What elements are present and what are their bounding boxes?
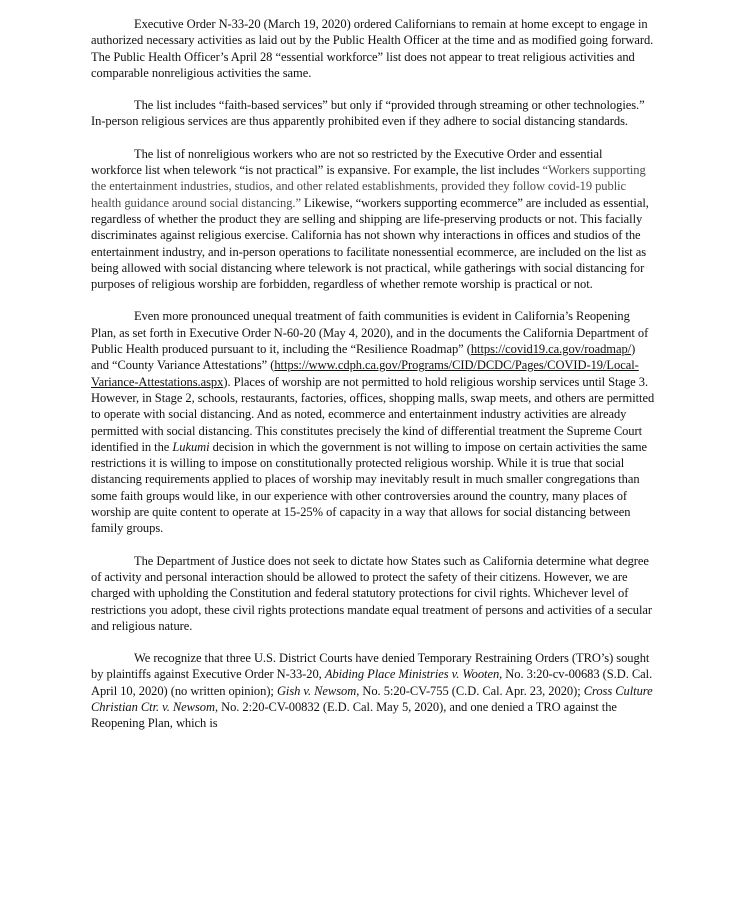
paragraph-district-courts: [91, 650, 655, 731]
paragraph-reopening-plan: [91, 308, 655, 536]
paragraph-nonreligious-workers: [91, 146, 655, 293]
resilience-roadmap-link[interactable]: https://covid19.ca.gov/roadmap/: [470, 342, 632, 357]
text-span: , No. 2:20-CV-00832 (E.D. Cal. May 5, 2020), and one denied a TRO against the Reopening Plan, which is: [91, 699, 617, 731]
case-citation: Abiding Place Ministries v. Wooten,: [324, 667, 503, 682]
text-span: The list of nonreligious workers who are not so restricted by the Executive Order and essential workforce list when telework “is not practical” is expansive. For example, the list includes: [91, 146, 603, 178]
case-citation: Gish v. Newsom: [276, 683, 357, 698]
text-span: Likewise, “workers supporting ecommerce” are included as essential, regardless of whether the product they are selling and shipping are life-preserving products or not. This facially discriminates against religious exercise. California has not shown why interactions in offices and studios of the entertainment industry, and in-person operations to facilitate nonessential ecommerce, are included on the list as being allowed with social distancing where telework is not practical, while gatherings with social distancing for purposes of religious worship are forbidden, regardless of whether remote worship is practical or not.: [91, 195, 649, 292]
entertainment-quote: “Workers supporting the entertainment industries, studios, and other related establishments, provided they follow covid-19 public health guidance around social distancing.”: [91, 163, 646, 210]
text-span: We recognize that three U.S. District Courts have denied Temporary Restraining Orders (TRO’s) sought by plaintiffs against Executive Order N-33-20,: [91, 651, 650, 682]
county-variance-link[interactable]: https://www.cdph.ca.gov/Programs/CID/DCDC/Pages/COVID-19/Local-Variance-Attestations.aspx: [91, 358, 639, 389]
paragraph-executive-order: Executive Order N-33-20 (March 19, 2020) ordered Californians to remain at home except to engage in authorized necessary activities as laid out by the Public Health Officer at the time and as modified going forward. The Public Health Officer’s April 28 “essential workforce” list does not appear to treat religious activities and comparable nonreligious activities the same.: [91, 17, 654, 80]
paragraph-faith-based-services: The list includes “faith-based services” but only if “provided through streaming or other technologies.” In-person religious services are thus apparently prohibited even if they adhere to social distancing standards.: [91, 98, 645, 129]
text-span: ) and “County Variance Attestations” (: [91, 342, 636, 373]
case-citation: Lukumi: [172, 439, 210, 454]
text-span: No. 3:20-cv-00683 (S.D. Cal. April 10, 2020) (no written opinion);: [91, 667, 653, 698]
text-span: ). Places of worship are not permitted to hold religious worship services until Stage 3. However, in Stage 2, schools, restaurants, factories, offices, shopping malls, swap meets, and others are permitted to operate with social distancing. And as noted, ecommerce and entertainment industry activities are already permitted with social distancing. This constitutes precisely the kind of differential treatment the Supreme Court identified in the: [91, 374, 655, 454]
case-citation: Cross Culture Christian Ctr. v. Newsom: [91, 683, 653, 714]
text-span: , No. 5:20-CV-755 (C.D. Cal. Apr. 23, 2020);: [356, 683, 584, 698]
text-span: decision in which the government is not willing to impose on certain activities the same restrictions it is willing to impose on constitutionally protected religious worship. While it is true that social distancing requirements applied to places of worship may inevitably result in much smaller congregations than some faith groups would like, in our experience with other controversies around the country, many places of worship are quite content to operate at 15-25% of capacity in a way that allows for social distancing between family groups.: [91, 439, 648, 536]
text-span: Even more pronounced unequal treatment of faith communities is evident in California’s Reopening Plan, as set forth in Executive Order N-60-20 (May 4, 2020), and in the documents the California Department of Public Health produced pursuant to it, including the “Resilience Roadmap” (: [91, 309, 649, 357]
paragraph-department-of-justice: The Department of Justice does not seek to dictate how States such as California determine what degree of activity and personal interaction should be allowed to protect the safety of their citizens. However, we are charged with upholding the Constitution and federal statutory protections for civil rights. Whichever level of restrictions you adopt, these civil rights protections mandate equal treatment of persons and activities of a secular and religious nature.: [91, 553, 652, 633]
